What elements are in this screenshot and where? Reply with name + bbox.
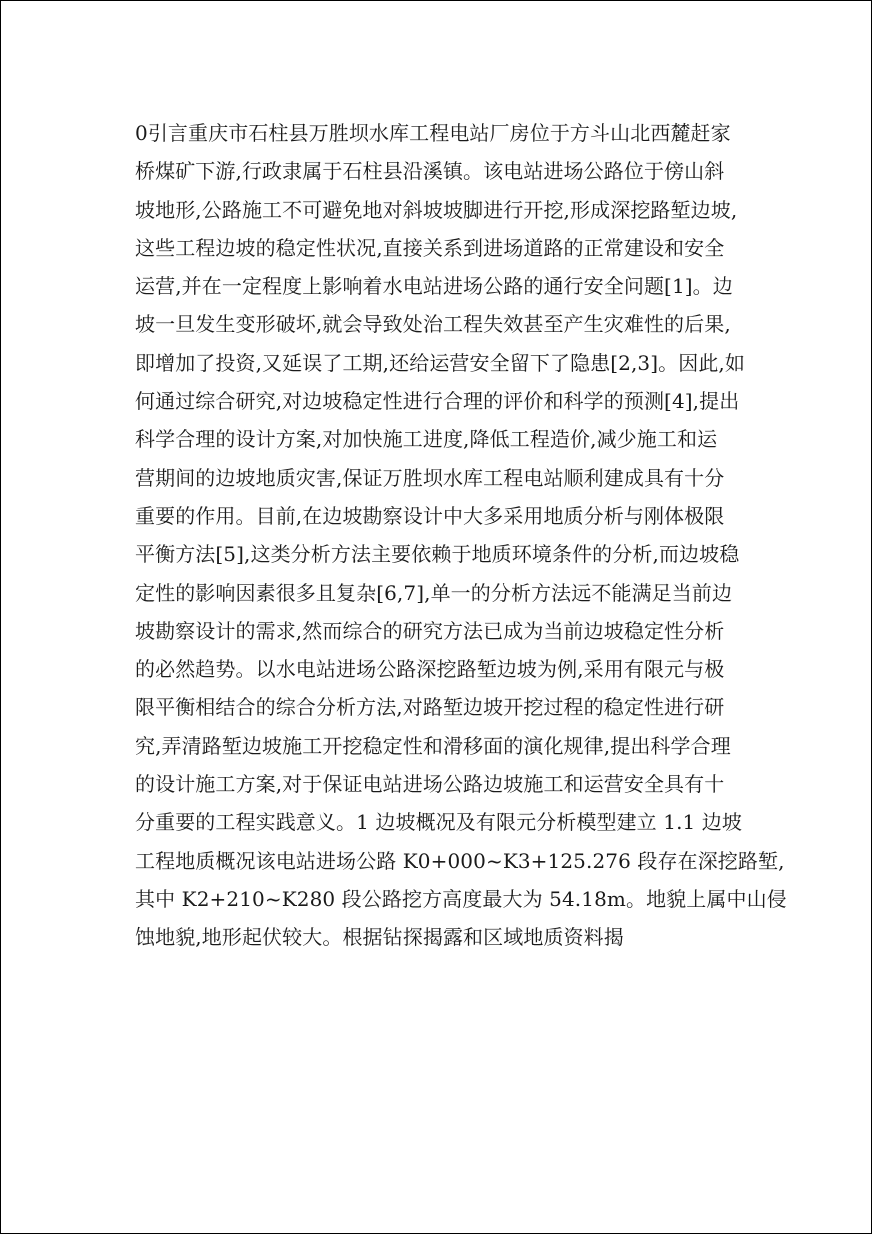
text-line-20: 工程地质概况该电站进场公路 K0+000~K3+125.276 段存在深挖路堑, (135, 848, 785, 873)
text-line-16: 限平衡相结合的综合分析方法,对路堑边坡开挖过程的稳定性进行研 (135, 695, 725, 720)
text-line-10: 营期间的边坡地质灾害,保证万胜坝水库工程电站顺利建成具有十分 (135, 465, 725, 490)
text-line-6: 坡一旦发生变形破坏,就会导致处治工程失效甚至产生灾难性的后果, (135, 312, 731, 337)
text-line-2: 桥煤矿下游,行政隶属于石柱县沿溪镇。该电站进场公路位于傍山斜 (135, 159, 725, 184)
text-line-15: 的必然趋势。以水电站进场公路深挖路堑边坡为例,采用有限元与极 (135, 657, 725, 682)
text-line-21: 其中 K2+210~K280 段公路挖方高度最大为 54.18m。地貌上属中山侵 (135, 886, 787, 911)
text-line-5: 运营,并在一定程度上影响着水电站进场公路的通行安全问题[1]。边 (135, 274, 733, 299)
text-line-11: 重要的作用。目前,在边坡勘察设计中大多采用地质分析与刚体极限 (135, 503, 725, 528)
text-line-12: 平衡方法[5],这类分析方法主要依赖于地质环境条件的分析,而边坡稳 (135, 542, 740, 567)
text-line-8: 何通过综合研究,对边坡稳定性进行合理的评价和科学的预测[4],提出 (135, 389, 740, 414)
text-line-3: 坡地形,公路施工不可避免地对斜坡坡脚进行开挖,形成深挖路堑边坡, (135, 197, 738, 222)
text-line-7: 即增加了投资,又延误了工期,还给运营安全留下了隐患[2,3]。因此,如 (135, 350, 745, 375)
text-line-17: 究,弄清路堑边坡施工开挖稳定性和滑移面的演化规律,提出科学合理 (135, 733, 731, 758)
text-line-1: 0引言重庆市石柱县万胜坝水库工程电站厂房位于方斗山北西麓赶家 (135, 121, 731, 145)
text-line-13: 定性的影响因素很多且复杂[6,7],单一的分析方法远不能满足当前边 (135, 580, 733, 605)
text-line-4: 这些工程边坡的稳定性状况,直接关系到进场道路的正常建设和安全 (135, 235, 725, 260)
text-line-19: 分重要的工程实践意义。1 边坡概况及有限元分析模型建立 1.1 边坡 (135, 810, 743, 835)
text-line-14: 坡勘察设计的需求,然而综合的研究方法已成为当前边坡稳定性分析 (135, 618, 725, 643)
text-line-18: 的设计施工方案,对于保证电站进场公路边坡施工和运营安全具有十 (135, 772, 725, 797)
body-text (135, 114, 787, 957)
text-line-9: 科学合理的设计方案,对加快施工进度,降低工程造价,减少施工和运 (135, 427, 718, 452)
text-line-22: 蚀地貌,地形起伏较大。根据钻探揭露和区域地质资料揭 (135, 925, 624, 950)
